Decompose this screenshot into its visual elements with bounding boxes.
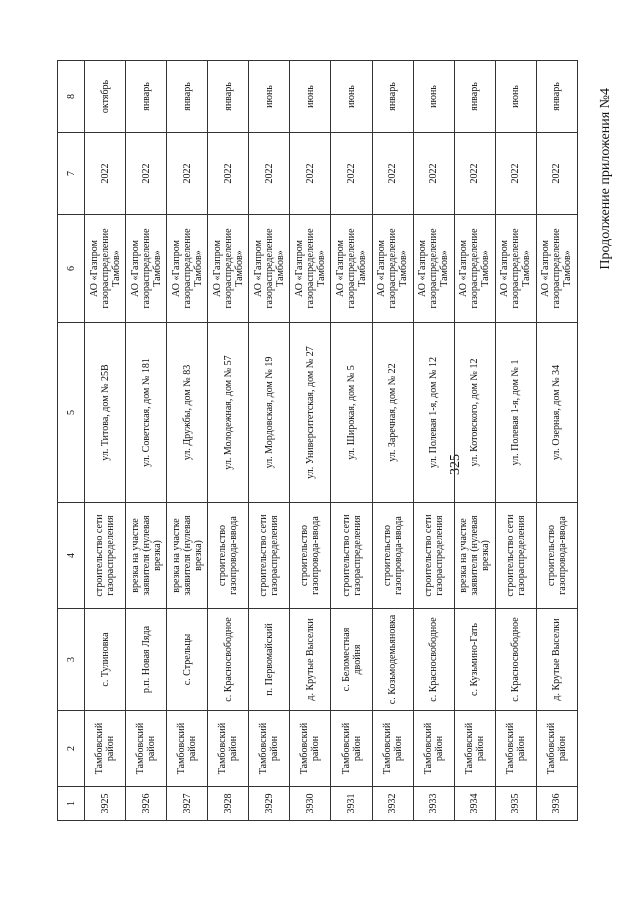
address-cell: ул. Заречная, дом № 22 bbox=[372, 323, 413, 503]
organization-cell: АО «Газпром газораспределение Тамбов» bbox=[290, 215, 331, 323]
work-type-cell: строительство сети газораспределения bbox=[249, 503, 290, 609]
organization-cell: АО «Газпром газораспределение Тамбов» bbox=[208, 215, 249, 323]
table-row bbox=[536, 61, 577, 821]
row-number: 3936 bbox=[536, 787, 577, 821]
work-type-cell: строительство сети газораспределения bbox=[85, 503, 126, 609]
organization-cell: АО «Газпром газораспределение Тамбов» bbox=[536, 215, 577, 323]
settlement-cell: с. Козьмодемьяновка bbox=[372, 609, 413, 711]
settlement-cell: с. Красносвободное bbox=[208, 609, 249, 711]
column-header: 1 bbox=[58, 787, 85, 821]
district-cell: Тамбовский район bbox=[85, 711, 126, 787]
settlement-cell: д. Крутые Выселки bbox=[536, 609, 577, 711]
district-cell: Тамбовский район bbox=[167, 711, 208, 787]
table-row bbox=[208, 61, 249, 821]
work-type-cell: строительство сети газораспределения bbox=[331, 503, 372, 609]
district-cell: Тамбовский район bbox=[495, 711, 536, 787]
address-cell: ул. Советская, дом № 181 bbox=[126, 323, 167, 503]
column-header: 8 bbox=[58, 61, 85, 133]
month-cell: январь bbox=[126, 61, 167, 133]
table-row bbox=[85, 61, 126, 821]
year-cell: 2022 bbox=[372, 133, 413, 215]
settlement-cell: с. Красносвободное bbox=[413, 609, 454, 711]
organization-cell: АО «Газпром газораспределение Тамбов» bbox=[454, 215, 495, 323]
organization-cell: АО «Газпром газораспределение Тамбов» bbox=[85, 215, 126, 323]
settlement-cell: с. Тулиновка bbox=[85, 609, 126, 711]
work-type-cell: врезка на участке заявителя (нулевая врезка) bbox=[167, 503, 208, 609]
year-cell: 2022 bbox=[454, 133, 495, 215]
year-cell: 2022 bbox=[208, 133, 249, 215]
row-number: 3935 bbox=[495, 787, 536, 821]
address-cell: ул. Титова, дом № 25В bbox=[85, 323, 126, 503]
continuation-title: Продолжение приложения №4 bbox=[598, 88, 613, 270]
address-cell: ул. Озерная, дом № 34 bbox=[536, 323, 577, 503]
settlement-cell: с. Беломестная двойня bbox=[331, 609, 372, 711]
district-cell: Тамбовский район bbox=[126, 711, 167, 787]
column-header: 7 bbox=[58, 133, 85, 215]
row-number: 3925 bbox=[85, 787, 126, 821]
month-cell: октябрь bbox=[85, 61, 126, 133]
year-cell: 2022 bbox=[331, 133, 372, 215]
district-cell: Тамбовский район bbox=[208, 711, 249, 787]
table-row bbox=[290, 61, 331, 821]
settlement-cell: с. Красносвободное bbox=[495, 609, 536, 711]
row-number: 3930 bbox=[290, 787, 331, 821]
work-type-cell: строительство сети газораспределения bbox=[495, 503, 536, 609]
work-type-cell: строительство газопровода-ввода bbox=[372, 503, 413, 609]
row-number: 3934 bbox=[454, 787, 495, 821]
table-row bbox=[372, 61, 413, 821]
district-cell: Тамбовский район bbox=[372, 711, 413, 787]
organization-cell: АО «Газпром газораспределение Тамбов» bbox=[331, 215, 372, 323]
month-cell: январь bbox=[454, 61, 495, 133]
address-cell: ул. Широкая, дом № 5 bbox=[331, 323, 372, 503]
organization-cell: АО «Газпром газораспределение Тамбов» bbox=[167, 215, 208, 323]
address-cell: ул. Полевая 1-я, дом № 12 bbox=[413, 323, 454, 503]
column-header: 2 bbox=[58, 711, 85, 787]
settlement-cell: с. Кузьмино-Гать bbox=[454, 609, 495, 711]
work-type-cell: строительство газопровода-ввода bbox=[290, 503, 331, 609]
district-cell: Тамбовский район bbox=[536, 711, 577, 787]
settlement-cell: р.п. Новая Ляда bbox=[126, 609, 167, 711]
month-cell: июнь bbox=[249, 61, 290, 133]
table-row bbox=[331, 61, 372, 821]
row-number: 3926 bbox=[126, 787, 167, 821]
table-row bbox=[167, 61, 208, 821]
settlement-cell: п. Первомайский bbox=[249, 609, 290, 711]
year-cell: 2022 bbox=[126, 133, 167, 215]
table-row bbox=[413, 61, 454, 821]
table-row bbox=[495, 61, 536, 821]
district-cell: Тамбовский район bbox=[331, 711, 372, 787]
organization-cell: АО «Газпром газораспределение Тамбов» bbox=[495, 215, 536, 323]
row-number: 3931 bbox=[331, 787, 372, 821]
organization-cell: АО «Газпром газораспределение Тамбов» bbox=[249, 215, 290, 323]
address-cell: ул. Университетская, дом № 27 bbox=[290, 323, 331, 503]
year-cell: 2022 bbox=[249, 133, 290, 215]
organization-cell: АО «Газпром газораспределение Тамбов» bbox=[372, 215, 413, 323]
page-number: 325 bbox=[448, 454, 463, 475]
row-number: 3932 bbox=[372, 787, 413, 821]
address-cell: ул. Полевая 1-я, дом № 1 bbox=[495, 323, 536, 503]
address-cell: ул. Мордовская, дом № 19 bbox=[249, 323, 290, 503]
work-type-cell: строительство газопровода-ввода bbox=[536, 503, 577, 609]
column-header: 5 bbox=[58, 323, 85, 503]
appendix-table bbox=[57, 60, 578, 821]
month-cell: январь bbox=[167, 61, 208, 133]
settlement-cell: д. Крутые Выселки bbox=[290, 609, 331, 711]
year-cell: 2022 bbox=[536, 133, 577, 215]
year-cell: 2022 bbox=[85, 133, 126, 215]
year-cell: 2022 bbox=[413, 133, 454, 215]
district-cell: Тамбовский район bbox=[290, 711, 331, 787]
year-cell: 2022 bbox=[167, 133, 208, 215]
organization-cell: АО «Газпром газораспределение Тамбов» bbox=[413, 215, 454, 323]
address-cell: ул. Котовского, дом № 12 bbox=[454, 323, 495, 503]
year-cell: 2022 bbox=[290, 133, 331, 215]
table-row bbox=[126, 61, 167, 821]
table-row bbox=[249, 61, 290, 821]
work-type-cell: врезка на участке заявителя (нулевая врезка) bbox=[126, 503, 167, 609]
work-type-cell: строительство газопровода-ввода bbox=[208, 503, 249, 609]
month-cell: январь bbox=[536, 61, 577, 133]
work-type-cell: врезка на участке заявителя (нулевая врезка) bbox=[454, 503, 495, 609]
work-type-cell: строительство сети газораспределения bbox=[413, 503, 454, 609]
district-cell: Тамбовский район bbox=[413, 711, 454, 787]
row-number: 3927 bbox=[167, 787, 208, 821]
organization-cell: АО «Газпром газораспределение Тамбов» bbox=[126, 215, 167, 323]
column-header: 6 bbox=[58, 215, 85, 323]
column-header: 3 bbox=[58, 609, 85, 711]
column-header: 4 bbox=[58, 503, 85, 609]
month-cell: июнь bbox=[495, 61, 536, 133]
address-cell: ул. Дружбы, дом № 83 bbox=[167, 323, 208, 503]
month-cell: июнь bbox=[290, 61, 331, 133]
month-cell: январь bbox=[208, 61, 249, 133]
district-cell: Тамбовский район bbox=[249, 711, 290, 787]
row-number: 3928 bbox=[208, 787, 249, 821]
table-row bbox=[454, 61, 495, 821]
row-number: 3929 bbox=[249, 787, 290, 821]
month-cell: январь bbox=[372, 61, 413, 133]
district-cell: Тамбовский район bbox=[454, 711, 495, 787]
address-cell: ул. Молодежная, дом № 57 bbox=[208, 323, 249, 503]
table-header-row bbox=[58, 61, 85, 821]
settlement-cell: с. Стрельцы bbox=[167, 609, 208, 711]
row-number: 3933 bbox=[413, 787, 454, 821]
month-cell: июнь bbox=[413, 61, 454, 133]
month-cell: июнь bbox=[331, 61, 372, 133]
year-cell: 2022 bbox=[495, 133, 536, 215]
